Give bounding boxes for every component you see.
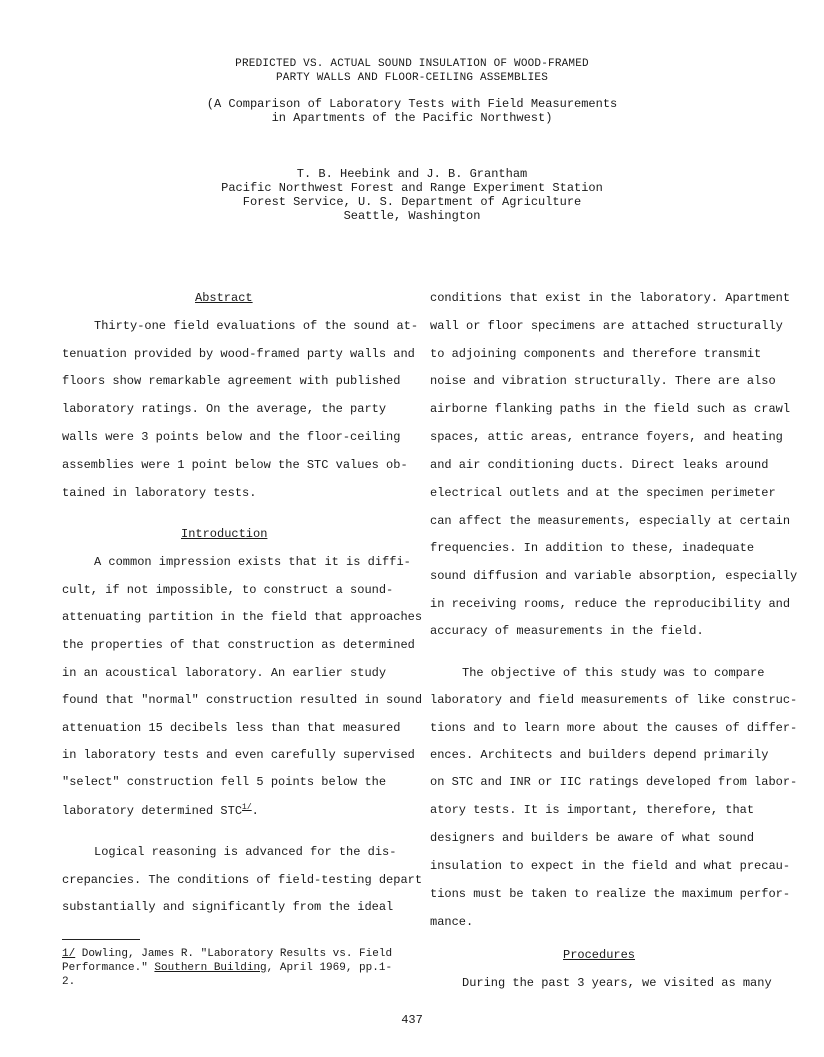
footnote-mark: 1/ [62,948,76,960]
objective-line: mance. [430,915,474,929]
objective-line: ences. Architects and builders depend primarily [430,748,769,762]
intro-line: "select" construction fell 5 points below the [62,775,387,789]
body-line: accuracy of measurements in the field. [430,624,704,638]
discrepancy-line: crepancies. The conditions of field-testing depart [62,873,423,887]
body-line: and air conditioning ducts. Direct leaks around [430,458,769,472]
objective-line: tions must be taken to realize the maximum perfor- [430,887,791,901]
affiliation-line-1: Pacific Northwest Forest and Range Experiment Station [221,181,603,195]
body-line: frequencies. In addition to these, inadequate [430,541,755,555]
objective-line: laboratory and field measurements of like construc- [430,693,798,707]
intro-line: cult, if not impossible, to construct a sound- [62,583,394,597]
intro-line: in laboratory tests and even carefully supervised [62,748,415,762]
authors: T. B. Heebink and J. B. Grantham [296,167,528,181]
body-line: spaces, attic areas, entrance foyers, and heating [430,430,783,444]
body-line: can affect the measurements, especially at certain [430,514,791,528]
intro-line: the properties of that construction as determined [62,638,415,652]
objective-line: atory tests. It is important, therefore, that [430,803,755,817]
abstract-line: walls were 3 points below and the floor-ceiling [62,430,401,444]
abstract-line: tenuation provided by wood-framed party walls and [62,347,415,361]
abstract-line: assemblies were 1 point below the STC values ob- [62,458,408,472]
footnote-reference[interactable]: 1/ [242,803,252,812]
abstract-line: floors show remarkable agreement with published [62,374,401,388]
intro-line-last: laboratory determined $STC^{1/}$. [62,803,259,818]
intro-line: attenuating partition in the field that approaches [62,610,423,624]
footnote-line-1 [62,948,392,960]
body-line: sound diffusion and variable absorption, especially [430,569,798,583]
body-line: wall or floor specimens are attached structurally [430,319,783,333]
page-number: 437 [401,1013,423,1027]
footnote-divider [62,939,140,940]
intro-line: in an acoustical laboratory. An earlier study [62,666,387,680]
procedures-heading: Procedures [563,948,636,962]
abstract-line: tained in laboratory tests. [62,486,257,500]
footnote-text: Dowling, James R. "Laboratory Results vs. Field [75,948,393,960]
intro-line: attenuation 15 decibels less than that measured [62,721,401,735]
discrepancy-line: Logical reasoning is advanced for the dis- [94,845,397,859]
paper-subtitle-line-1: (A Comparison of Laboratory Tests with Field Measurements [206,97,618,111]
footnote-text: Performance." [62,962,155,974]
abstract-heading: Abstract [195,291,253,305]
affiliation-line-2: Forest Service, U. S. Department of Agriculture [242,195,582,209]
objective-line: tions and to learn more about the causes of differ- [430,721,798,735]
introduction-heading: Introduction [181,527,268,541]
body-line: to adjoining components and therefore transmit [430,347,762,361]
paper-subtitle-line-2: in Apartments of the Pacific Northwest) [271,111,553,125]
intro-line-text: laboratory determined STC [62,804,243,818]
footnote-journal: Southern Building [154,962,267,974]
abstract-line: Thirty-one field evaluations of the sound at- [94,319,419,333]
procedures-line: During the past 3 years, we visited as many [462,976,772,990]
footnote-line-3: 2. [62,976,76,988]
body-line: conditions that exist in the laboratory. Apartment [430,291,791,305]
objective-line: on STC and INR or IIC ratings developed from labor- [430,775,798,789]
discrepancy-line: substantially and significantly from the ideal [62,900,394,914]
footnote-text: , April 1969, pp.1- [266,962,393,974]
objective-line: designers and builders be aware of what sound [430,831,755,845]
abstract-line: laboratory ratings. On the average, the party [62,402,387,416]
body-line: in receiving rooms, reduce the reproducibility and [430,597,791,611]
body-line: airborne flanking paths in the field such as crawl [430,402,791,416]
intro-line: found that "normal" construction resulted in sound [62,693,423,707]
affiliation-line-3: Seattle, Washington [343,209,481,223]
paper-title-line-2: PARTY WALLS AND FLOOR-CEILING ASSEMBLIES [275,72,549,84]
body-line: noise and vibration structurally. There are also [430,374,776,388]
body-line: electrical outlets and at the specimen perimeter [430,486,776,500]
objective-line: The objective of this study was to compare [462,666,765,680]
intro-line: A common impression exists that it is diffi- [94,555,411,569]
paper-title-line-1: PREDICTED VS. ACTUAL SOUND INSULATION OF WOOD-FRAMED [235,58,589,70]
footnote-line-2 [62,962,392,974]
objective-line: insulation to expect in the field and what precau- [430,859,791,873]
